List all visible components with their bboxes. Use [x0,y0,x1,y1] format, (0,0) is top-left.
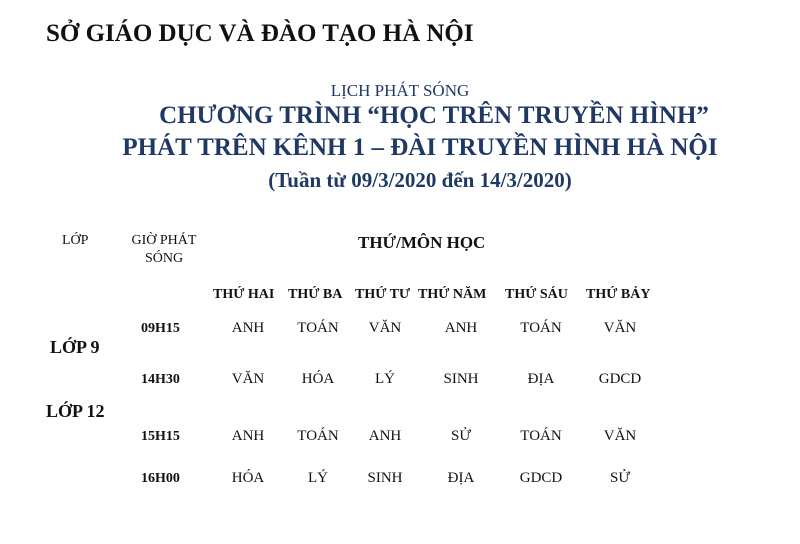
subject-cell: TOÁN [297,428,339,444]
grade-label: LỚP 9 [50,337,100,357]
subject-cell: SỬ [610,470,630,486]
day-header-tuesday: THỨ BA [288,287,343,302]
channel-title: PHÁT TRÊN KÊNH 1 – ĐÀI TRUYỀN HÌNH HÀ NỘI [122,134,718,161]
schedule-subtitle: LỊCH PHÁT SÓNG [330,81,470,100]
airtime-cell: 09H15 [141,321,180,336]
day-header-wednesday: THỨ TƯ [355,287,411,302]
column-header-airtime: GIỜ PHÁT SÓNG [131,233,197,266]
program-title: CHƯƠNG TRÌNH “HỌC TRÊN TRUYỀN HÌNH” [159,102,709,129]
day-header-saturday: THỨ BẢY [586,287,651,302]
subject-cell: HÓA [301,371,335,387]
subject-cell: SINH [367,470,403,486]
airtime-cell: 15H15 [141,429,180,444]
subject-cell: HÓA [231,470,265,486]
organization-name: SỞ GIÁO DỤC VÀ ĐÀO TẠO HÀ NỘI [46,20,474,47]
subject-cell: ANH [231,320,265,336]
subject-cell: ANH [231,428,265,444]
subject-cell: VĂN [603,428,637,444]
subject-cell: GDCD [598,371,642,387]
airtime-cell: 16H00 [141,471,180,486]
day-header-monday: THỨ HAI [213,287,275,302]
subject-cell: SINH [443,371,479,387]
subject-cell: ĐỊA [527,371,555,387]
subject-cell: TOÁN [520,320,562,336]
subject-cell: ANH [368,428,402,444]
day-header-friday: THỨ SÁU [505,287,568,302]
column-header-grade: LỚP [62,233,89,248]
subject-cell: LÝ [308,470,328,486]
subject-cell: SỬ [451,428,471,444]
grade-label: LỚP 12 [46,401,105,421]
day-header-thursday: THỨ NĂM [418,287,487,302]
subject-cell: VĂN [231,371,265,387]
subject-cell: TOÁN [520,428,562,444]
airtime-cell: 14H30 [141,372,180,387]
column-header-subject: THỨ/MÔN HỌC [358,233,486,252]
subject-cell: VĂN [603,320,637,336]
subject-cell: ANH [444,320,478,336]
subject-cell: TOÁN [297,320,339,336]
subject-cell: GDCD [519,470,563,486]
week-range: (Tuần từ 09/3/2020 đến 14/3/2020) [268,168,572,192]
subject-cell: VĂN [368,320,402,336]
subject-cell: ĐỊA [447,470,475,486]
subject-cell: LÝ [375,371,395,387]
